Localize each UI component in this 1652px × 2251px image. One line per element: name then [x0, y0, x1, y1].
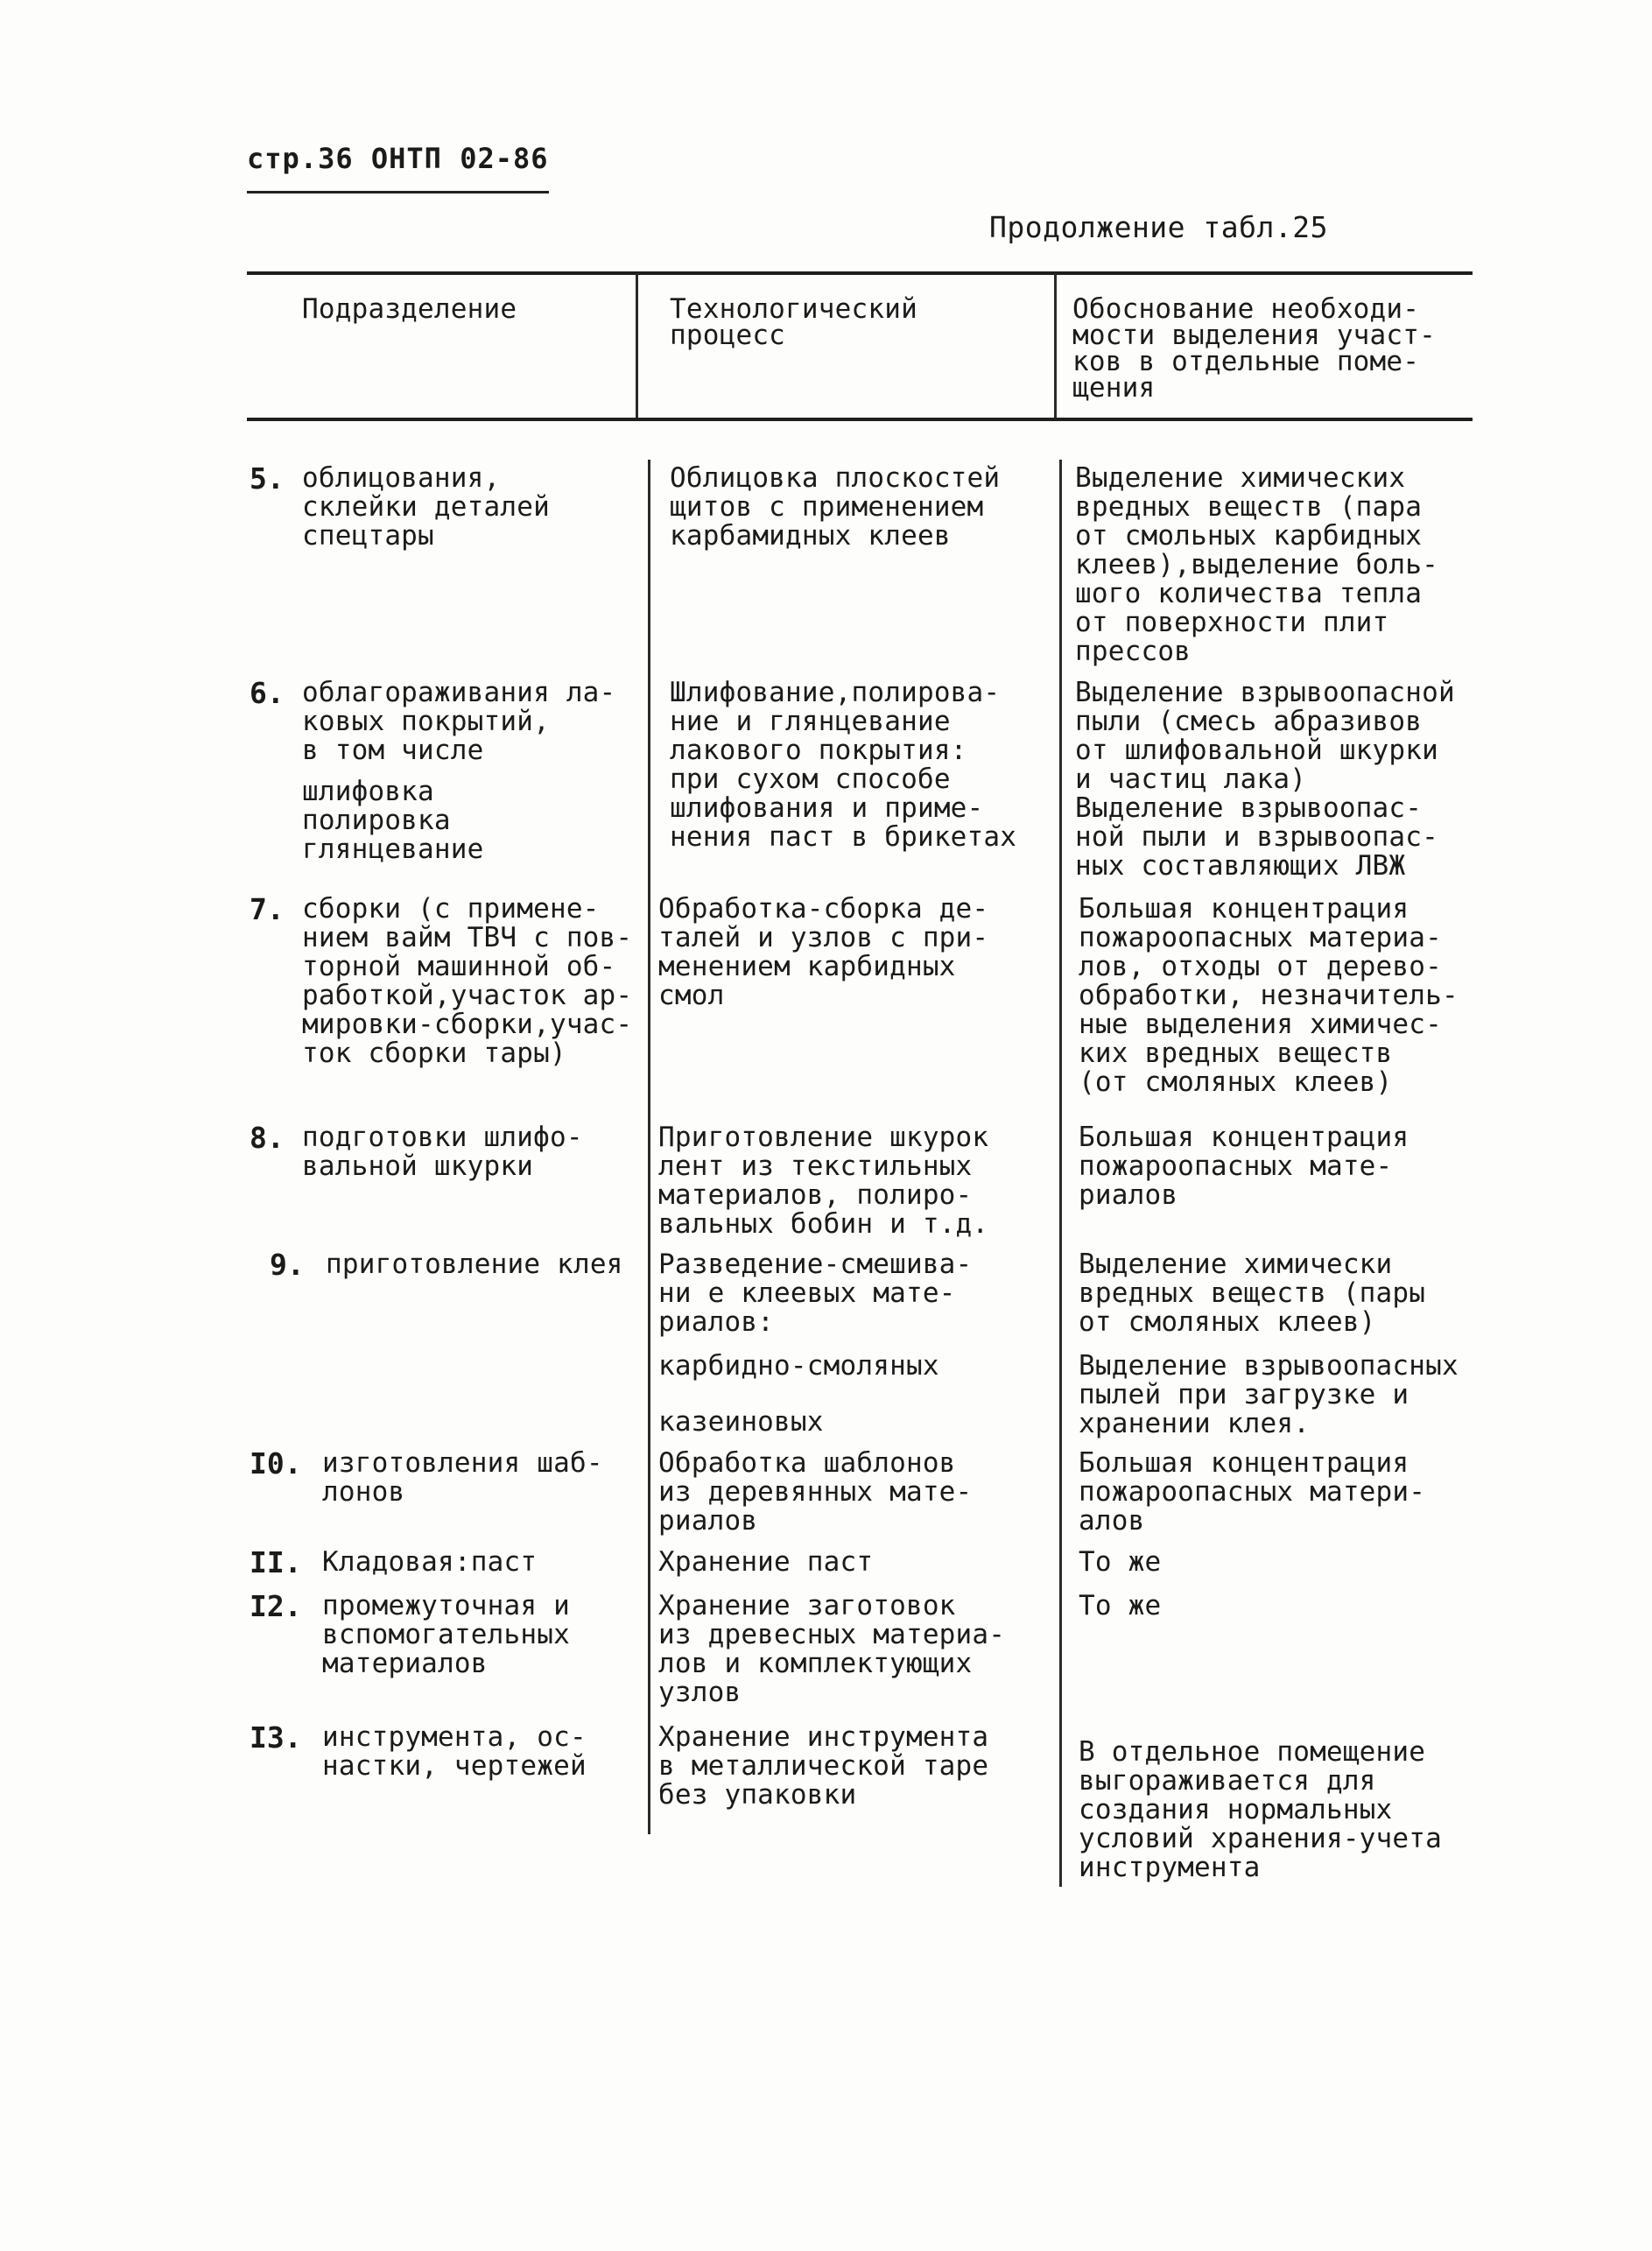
row-number: I0. — [250, 1446, 302, 1481]
row-reason-secondary: Выделение взрывоопас- ной пыли и взрывоопас- ных составляющих ЛВЖ — [1075, 792, 1438, 882]
table-header-rule — [247, 418, 1473, 421]
row-process: Хранение инструмента в металлической таре без упаковки — [658, 1721, 989, 1811]
row-division: облицования, склейки деталей спецтары — [302, 462, 550, 552]
row-number: 7. — [250, 892, 285, 926]
row-process: Облицовка плоскостей щитов с применением карбамидных клеев — [670, 462, 1001, 552]
row-division: приготовление клея — [326, 1249, 623, 1280]
column-header-process: Технологический процесс — [670, 293, 917, 351]
column-divider-2 — [1059, 460, 1062, 1887]
row-process: Приготовление шкурок лент из текстильных материалов, полиро- вальных бобин и т.д. — [658, 1122, 989, 1240]
row-division: изготовления шаб- лонов — [322, 1447, 603, 1508]
page-header: стр.36 ОНТП 02-86 — [247, 142, 549, 175]
row-reason-secondary: Выделение взрывоопасных пылей при загрузке и хранении клея. — [1079, 1350, 1459, 1439]
row-process-option: карбидно-смоляных — [658, 1350, 939, 1382]
header-divider-2 — [1054, 273, 1057, 418]
row-division: инструмента, ос- настки, чертежей — [322, 1721, 587, 1782]
row-process: Обработка шаблонов из деревянных мате- риалов — [658, 1447, 973, 1537]
row-process: Разведение-смешива- ни е клеевых мате- риалов: — [658, 1249, 973, 1338]
row-reason: То же — [1079, 1590, 1162, 1621]
row-reason: Выделение химических вредных веществ (пара от смольных карбидных клеев),выделение боль- шого количества тепла от поверхности плит прессов — [1075, 462, 1438, 667]
row-reason: То же — [1079, 1546, 1162, 1578]
table-top-rule — [247, 271, 1473, 275]
row-division: облагораживания ла- ковых покрытий, в том числе — [302, 677, 616, 766]
row-process: Обработка-сборка де- талей и узлов с при- менением карбидных смол — [658, 893, 989, 1011]
row-division: подготовки шлифо- вальной шкурки — [302, 1122, 583, 1182]
table-continuation-title: Продолжение табл.25 — [989, 210, 1328, 244]
row-reason: Выделение взрывоопасной пыли (смесь абразивов от шлифовальной шкурки и частиц лака) — [1075, 677, 1455, 795]
row-reason: Выделение химически вредных веществ (пары от смоляных клеев) — [1079, 1249, 1426, 1338]
row-number: 5. — [250, 461, 285, 496]
row-process-option: казеиновых — [658, 1406, 824, 1438]
header-underline — [247, 191, 549, 193]
column-divider-1 — [648, 460, 650, 1834]
row-number: 9. — [270, 1248, 305, 1282]
column-header-reason: Обоснование необходи- мости выделения участ- ков в отдельные поме- щения — [1072, 293, 1436, 404]
row-division: промежуточная и вспомогательных материалов — [322, 1590, 570, 1679]
row-number: 8. — [250, 1121, 285, 1155]
row-division: Кладовая:паст — [322, 1546, 538, 1578]
row-reason: В отдельное помещение выгораживается для создания нормальных условий хранения-учета инструмента — [1079, 1736, 1442, 1883]
row-number: II. — [250, 1545, 302, 1579]
header-divider-1 — [636, 273, 638, 418]
row-reason: Большая концентрация пожароопасных материа- лов, отходы от дерево- обработки, незначитель- ные выделения химичес- ких вредных веществ (от смоляных клеев) — [1079, 893, 1459, 1098]
row-process: Хранение паст — [658, 1546, 874, 1578]
row-reason: Большая концентрация пожароопасных матери- алов — [1079, 1447, 1426, 1537]
row-reason: Большая концентрация пожароопасных мате- риалов — [1079, 1122, 1409, 1211]
row-division-sub: шлифовка полировка глянцевание — [302, 776, 484, 865]
column-header-division: Подразделение — [302, 293, 517, 325]
row-process: Хранение заготовок из древесных материа- лов и комплектующих узлов — [658, 1590, 1006, 1708]
row-number: I3. — [250, 1720, 302, 1755]
row-division: сборки (с примене- нием вайм ТВЧ с пов- торной машинной об- работкой,участок ар- мировки-сборки,учас- ток сборки тары) — [302, 893, 633, 1069]
row-number: 6. — [250, 676, 285, 710]
row-process: Шлифование,полирова- ние и глянцевание лакового покрытия: при сухом способе шлифования и приме- нения паст в брикетах — [670, 677, 1017, 853]
row-number: I2. — [250, 1589, 302, 1623]
